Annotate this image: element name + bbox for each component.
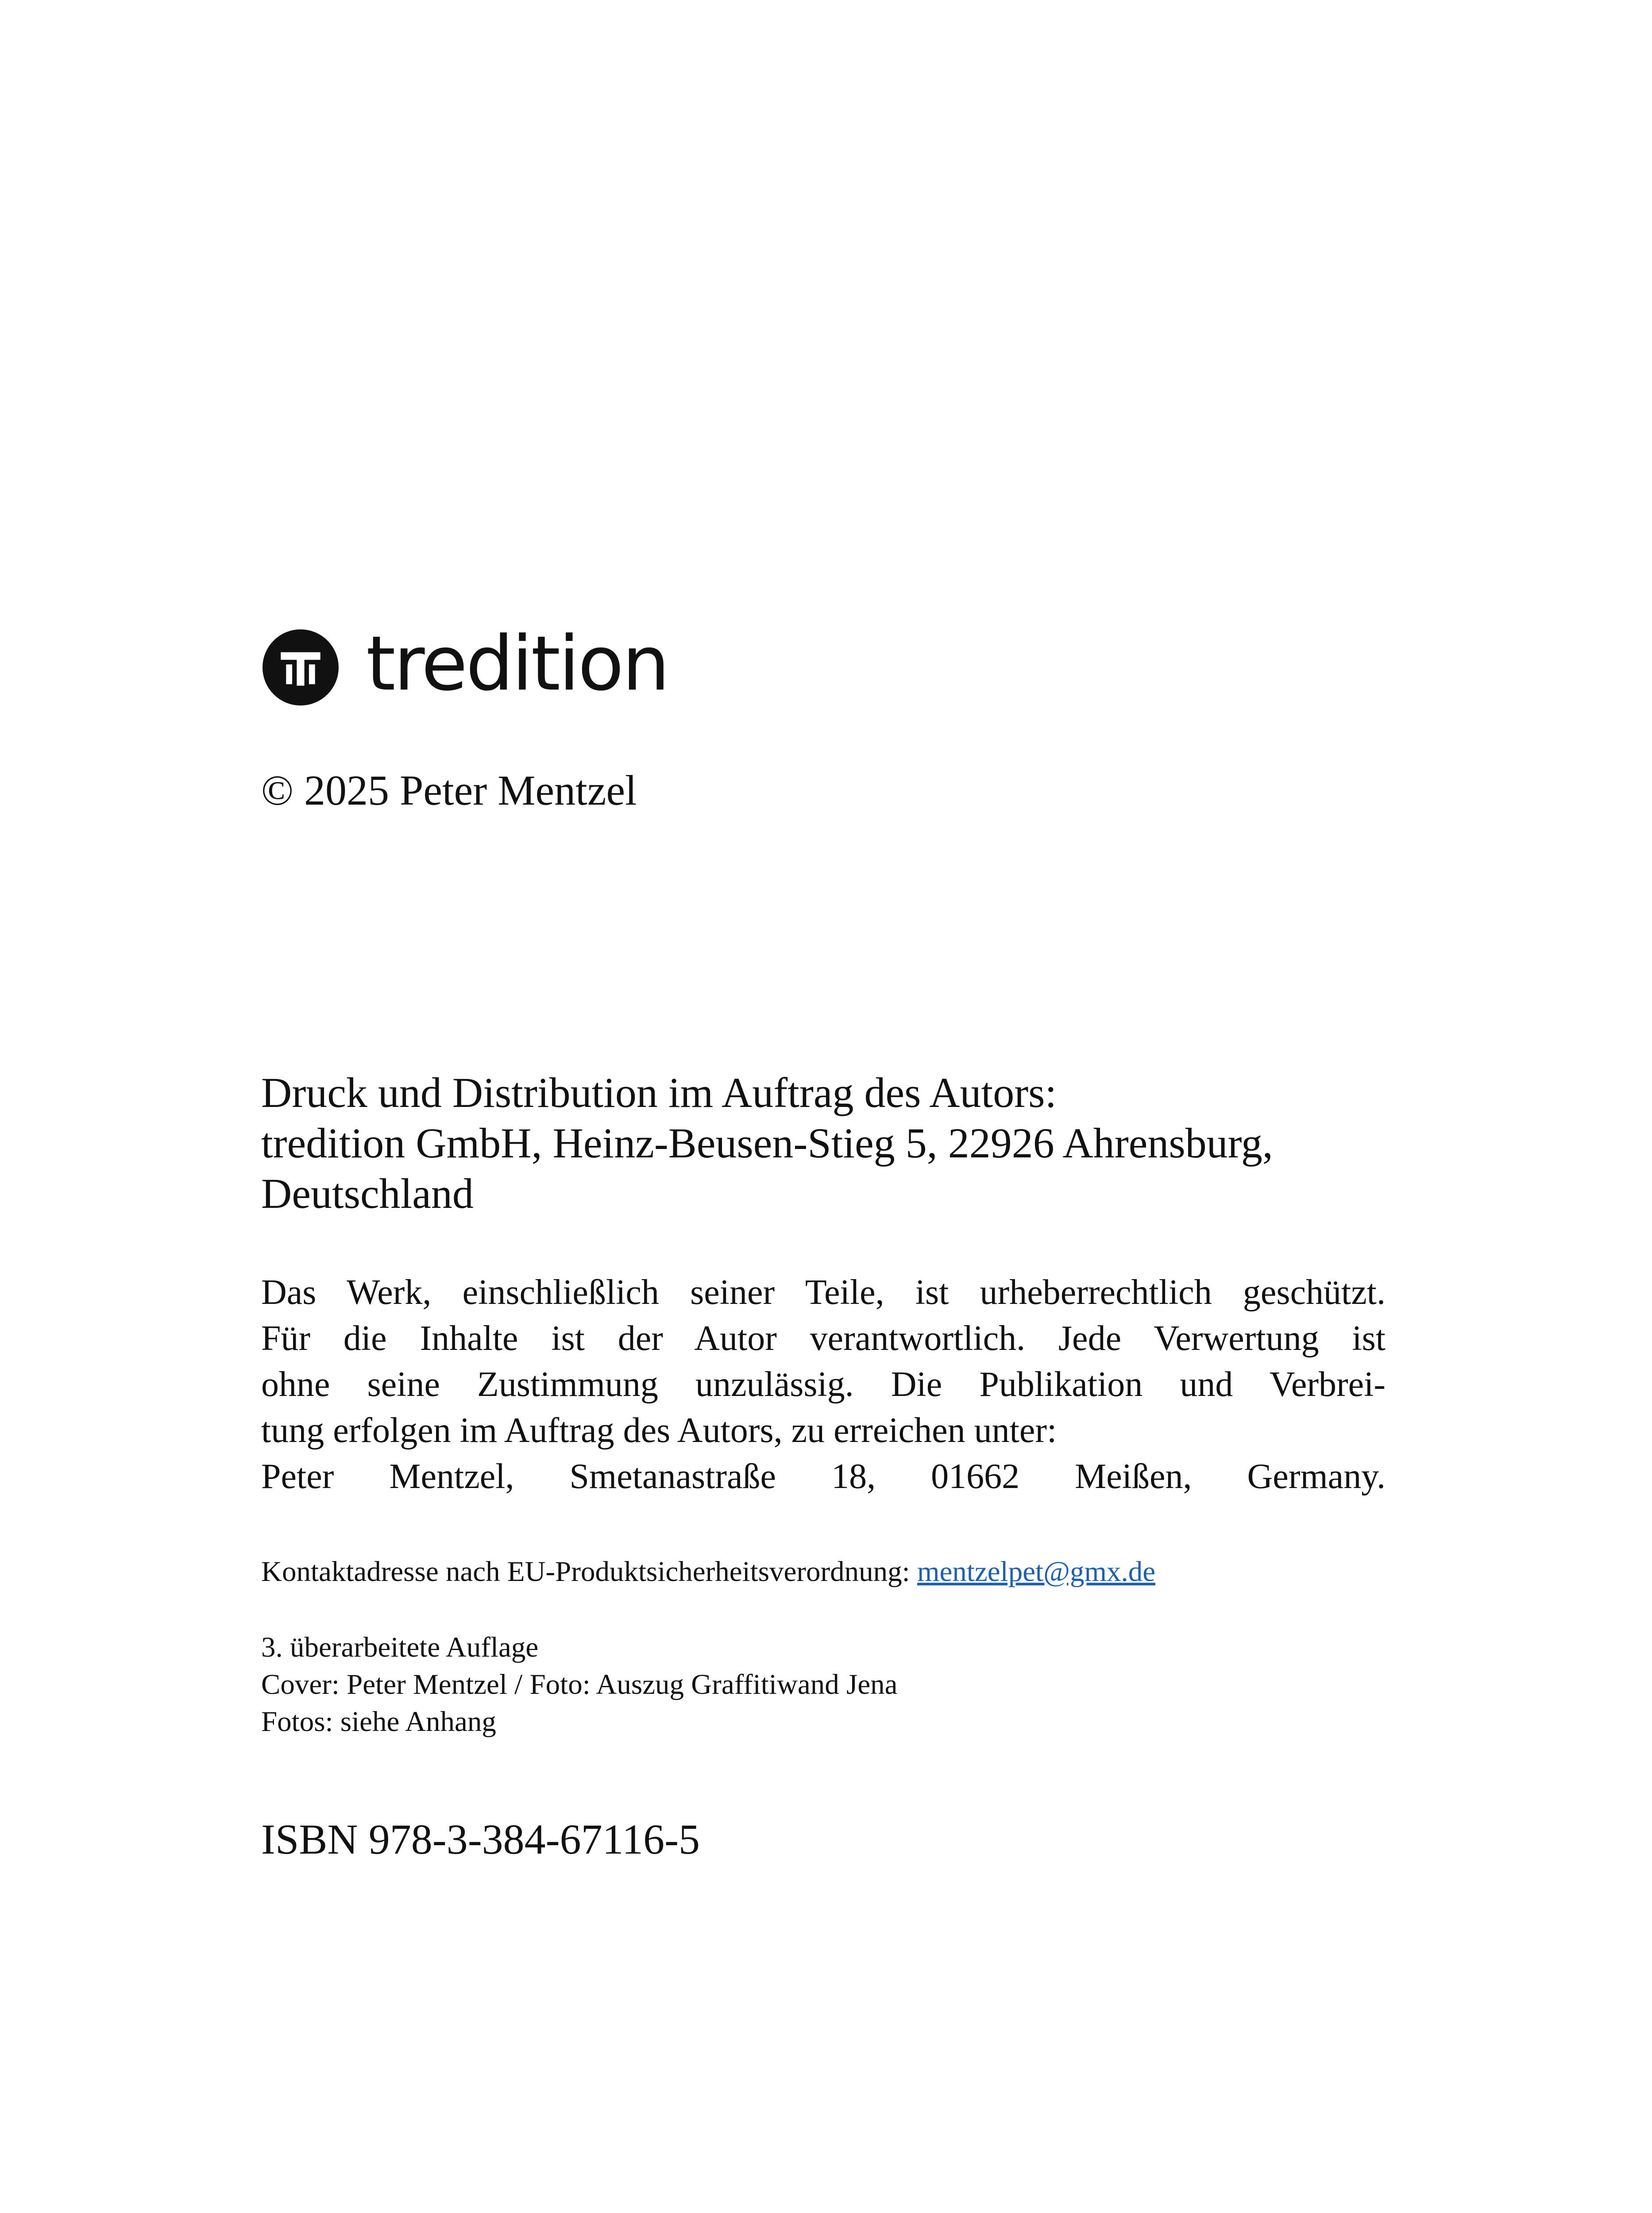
copyright-line: © 2025 Peter Mentzel [261,767,637,814]
contact-label: Kontaktadresse nach EU-Produktsicherheitsverordnung: [261,1556,917,1588]
rights-line: tung erfolgen im Auftrag des Autors, zu erreichen unter: [261,1411,1057,1450]
edition-line: 3. überarbeitete Auflage [261,1631,539,1663]
publisher-logo [262,620,668,708]
photo-credit-line: Fotos: siehe Anhang [261,1706,496,1738]
rights-notice [261,1269,1386,1500]
rights-line: Peter Mentzel, Smetanastraße 18, 01662 Meißen, Germany. [261,1457,1386,1496]
print-distribution-block [261,1068,1394,1219]
rights-line: Für die Inhalte ist der Autor verantwortlich. Jede Verwertung ist [261,1319,1386,1358]
credits-block [261,1629,898,1740]
rights-line: Das Werk, einschließlich seiner Teile, ist urheberrechtlich geschützt. [261,1273,1386,1312]
contact-line [261,1554,1155,1589]
rights-line: ohne seine Zustimmung unzulässig. Die Publikation und Verbrei- [261,1365,1386,1404]
contact-email-link[interactable]: mentzelpet@gmx.de [917,1556,1156,1588]
isbn-line: ISBN 978-3-384-67116-5 [261,1816,700,1863]
cover-credit-line: Cover: Peter Mentzel / Foto: Auszug Graffitiwand Jena [261,1669,898,1700]
publisher-logo-text: tredition [366,620,668,708]
print-line: Deutschland [261,1170,474,1217]
print-line: Druck und Distribution im Auftrag des Autors: [261,1069,1057,1116]
print-line: tredition GmbH, Heinz-Beusen-Stieg 5, 22926 Ahrensburg, [261,1119,1273,1167]
tredition-t-in-circle-icon [262,629,339,706]
